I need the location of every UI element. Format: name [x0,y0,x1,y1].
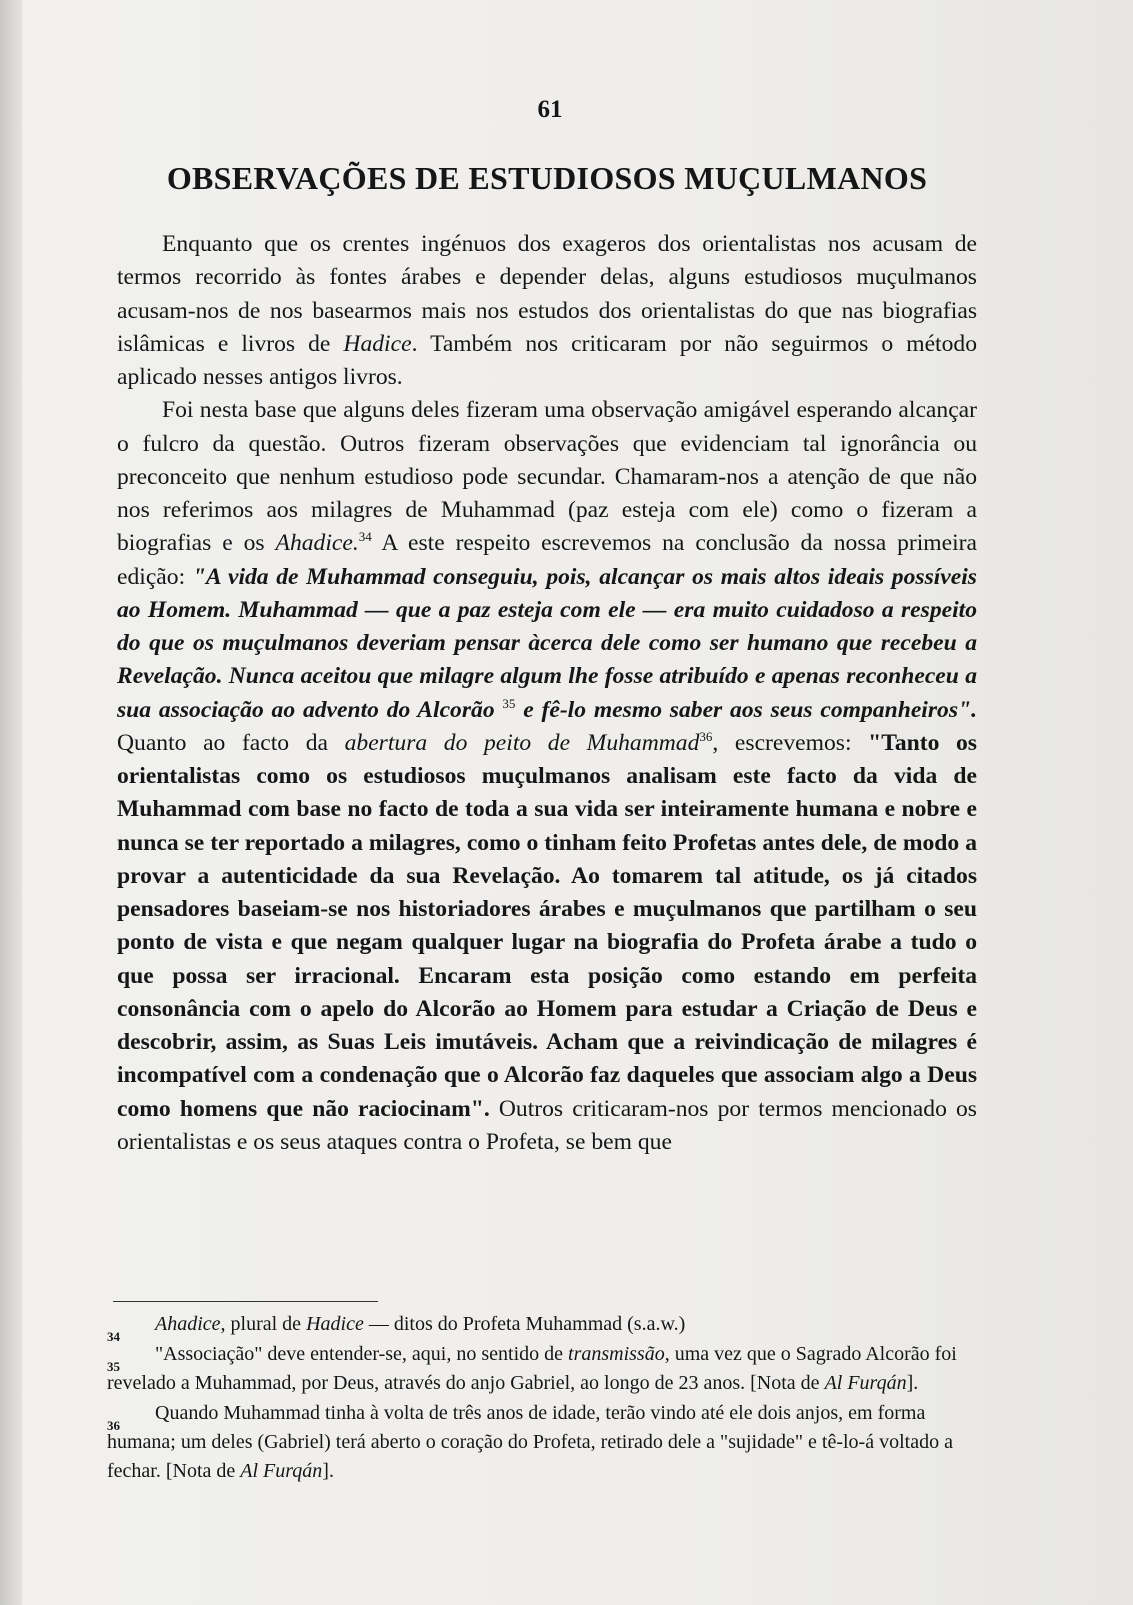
footnote-number: 36 [107,1418,120,1433]
paragraph-2-text-e: Outros criticaram-nos por termos mencionado os orientalistas e os seus ataques contra o Profeta, se bem que [117,1095,977,1155]
footnote-text: ]. [322,1460,334,1482]
footnote-divider [113,1301,378,1302]
quote-abertura-do-peito: "Tanto os orientalistas como os estudiosos muçulmanos analisam este facto da vida de Muhammad com base no facto de toda a sua vida ser inteiramente humana e nobre e nunca se ter reportado a milagres, como o tinham feito Profetas antes dele, de modo a provar a autenticidade da sua Revelação. Ao tomarem tal atitude, os já citados pensadores baseiam-se nos historiadores árabes e muçulmanos que partilham o seu ponto de vista e que negam qualquer lugar na biografia do Profeta árabe a tudo o que possa ser irracional. Encaram esta posição como estando em perfeita consonância com o apelo do Alcorão ao Homem para estudar a Criação de Deus e descobrir, assim, as Suas Leis imutáveis. Acham que a reivindicação de milagres é incompatível com a condenação que o Alcorão faz daqueles que associam algo a Deus como homens que não raciocinam". [117,729,977,1122]
footnote-ref-36[interactable]: 36 [699,728,713,744]
footnote-36 [107,1399,977,1486]
paragraph-1 [117,228,977,394]
paragraph-1-end: . Também nos criticaram por não seguirmos o método aplicado nesses antigos livros. [117,330,977,390]
footnote-number: 34 [107,1329,120,1344]
footnote-term: Al Furqán [240,1460,323,1482]
footnote-term: Ahadice [155,1313,221,1335]
quote-first-edition-end: e fê-lo mesmo saber aos seus companheiros". [515,696,977,723]
footnote-term: Hadice [306,1313,364,1335]
footnote-34 [107,1310,977,1344]
ahadice-term: Ahadice. [275,530,359,557]
footnote-text: , plural de [220,1313,307,1335]
body-text [117,228,977,1159]
paragraph-2-text-c: Quanto ao facto da [117,729,345,756]
footnote-number: 35 [107,1359,120,1374]
footnotes [107,1310,977,1487]
paragraph-2-text-d: , escrevemos: [712,729,869,756]
footnote-text: — ditos do Profeta Muhammad (s.a.w.) [363,1313,686,1335]
footnote-text: , uma vez que o Sagrado Alcorão foi revelado a Muhammad, por Deus, através do anjo Gabriel, ao longo de 23 anos. [Nota de [107,1343,957,1394]
footnote-35 [107,1340,977,1398]
page-binding-edge [0,0,22,1605]
quote-first-edition: "A vida de Muhammad conseguiu, pois, alcançar os mais altos ideais possíveis ao Homem. Muhammad — que a paz esteja com ele — era muito cuidadoso a respeito do que os muçulmanos deveriam pensar àcerca dele como ser humano que recebeu a Revelação. Nunca aceitou que milagre algum lhe fosse atribuído e apenas reconheceu a sua associação ao advento do Alcorão [117,563,977,723]
paragraph-2-text-b: A este respeito escrevemos na conclusão da nossa primeira edição: [117,530,977,590]
footnote-ref-34[interactable]: 34 [358,529,372,545]
paragraph-1-text: Enquanto que os crentes ingénuos dos exageros dos orientalistas nos acusam de termos recorrido às fontes árabes e depender delas, alguns estudiosos muçulmanos acusam-nos de nos basearmos mais nos estudos dos orientalistas do que nas biografias islâmicas e livros de [117,231,977,357]
paragraph-2-text: Foi nesta base que alguns deles fizeram uma observação amigável esperando alcançar o fulcro da questão. Outros fizeram observações que evidenciam tal ignorância ou preconceito que nenhum estudioso pode secundar. Chamaram-nos a atenção de que não nos referimos aos milagres de Muhammad (paz esteja com ele) como o fizeram a biografias e os [117,397,977,557]
footnote-term: transmissão [568,1343,665,1365]
footnote-ref-35[interactable]: 35 [502,695,516,711]
page-number: 61 [537,96,563,123]
footnote-term: Al Furqán [824,1372,907,1394]
footnote-text: Quando Muhammad tinha à volta de três anos de idade, terão vindo até ele dois anjos, em forma humana; um deles (Gabriel) terá aberto o coração do Profeta, retirado dele a "sujidade" e tê-lo-á voltado a fechar. [Nota de [107,1402,953,1482]
abertura-do-peito-term: abertura do peito de Muhammad [344,729,700,756]
hadice-term: Hadice [343,330,412,357]
footnote-text: "Associação" deve entender-se, aqui, no sentido de [155,1343,569,1365]
paragraph-2 [117,394,977,1159]
section-heading: OBSERVAÇÕES DE ESTUDIOSOS MUÇULMANOS [166,160,928,196]
footnote-text: ]. [906,1372,919,1394]
